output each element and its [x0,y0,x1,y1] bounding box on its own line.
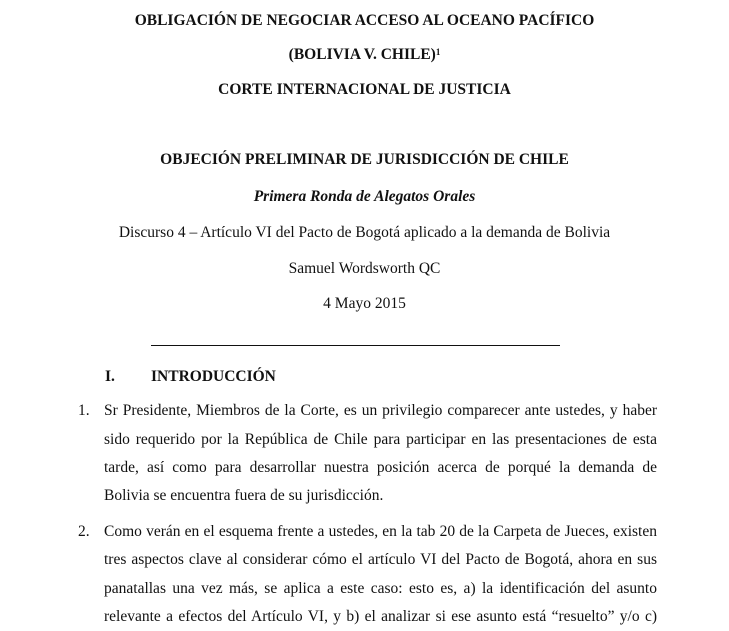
paragraph-line: relevante a efectos del Artículo VI, y b) el analizar si ese asunto está “resuelto” y/o c) [104,608,657,625]
footnote-marker[interactable]: 1 [435,47,441,57]
objection-title: OBJECIÓN PRELIMINAR DE JURISDICCIÓN DE CHILE [160,151,569,168]
horizontal-rule [151,345,560,346]
paragraph-line: tarde, así como para desarrollar nuestra posición acerca de porqué la demanda de [104,459,657,476]
speech-date: 4 Mayo 2015 [323,295,406,312]
case-parties [0,46,729,64]
paragraph-number: 1. [78,402,90,419]
speech-subtitle: Discurso 4 – Artículo VI del Pacto de Bogotá aplicado a la demanda de Bolivia [118,224,611,241]
round-subtitle: Primera Ronda de Alegatos Orales [253,188,476,205]
paragraph-line: tres aspectos clave al considerar cómo el artículo VI del Pacto de Bogotá, ahora en sus [104,551,657,568]
paragraph-number: 2. [78,523,90,540]
paragraph-line: Como verán en el esquema frente a ustedes, en la tab 20 de la Carpeta de Jueces, existen [104,523,657,540]
section-title: INTRODUCCIÓN [151,368,276,385]
speaker-name: Samuel Wordsworth QC [288,260,441,277]
paragraph-line: Bolivia se encuentra fuera de su jurisdicción. [104,487,384,504]
case-parties-text: (BOLIVIA V. CHILE) [288,46,436,63]
paragraph-line: Sr Presidente, Miembros de la Corte, es un privilegio comparecer ante ustedes, y haber [104,402,657,419]
section-number: I. [105,368,115,385]
paragraph-line: sido requerido por la República de Chile para participar en las presentaciones de esta [104,431,657,448]
paragraph-line: panatallas una vez más, se aplica a este caso: esto es, a) la identificación del asunto [104,580,657,597]
case-title: OBLIGACIÓN DE NEGOCIAR ACCESO AL OCEANO PACÍFICO [134,12,595,29]
court-name: CORTE INTERNACIONAL DE JUSTICIA [218,81,511,98]
